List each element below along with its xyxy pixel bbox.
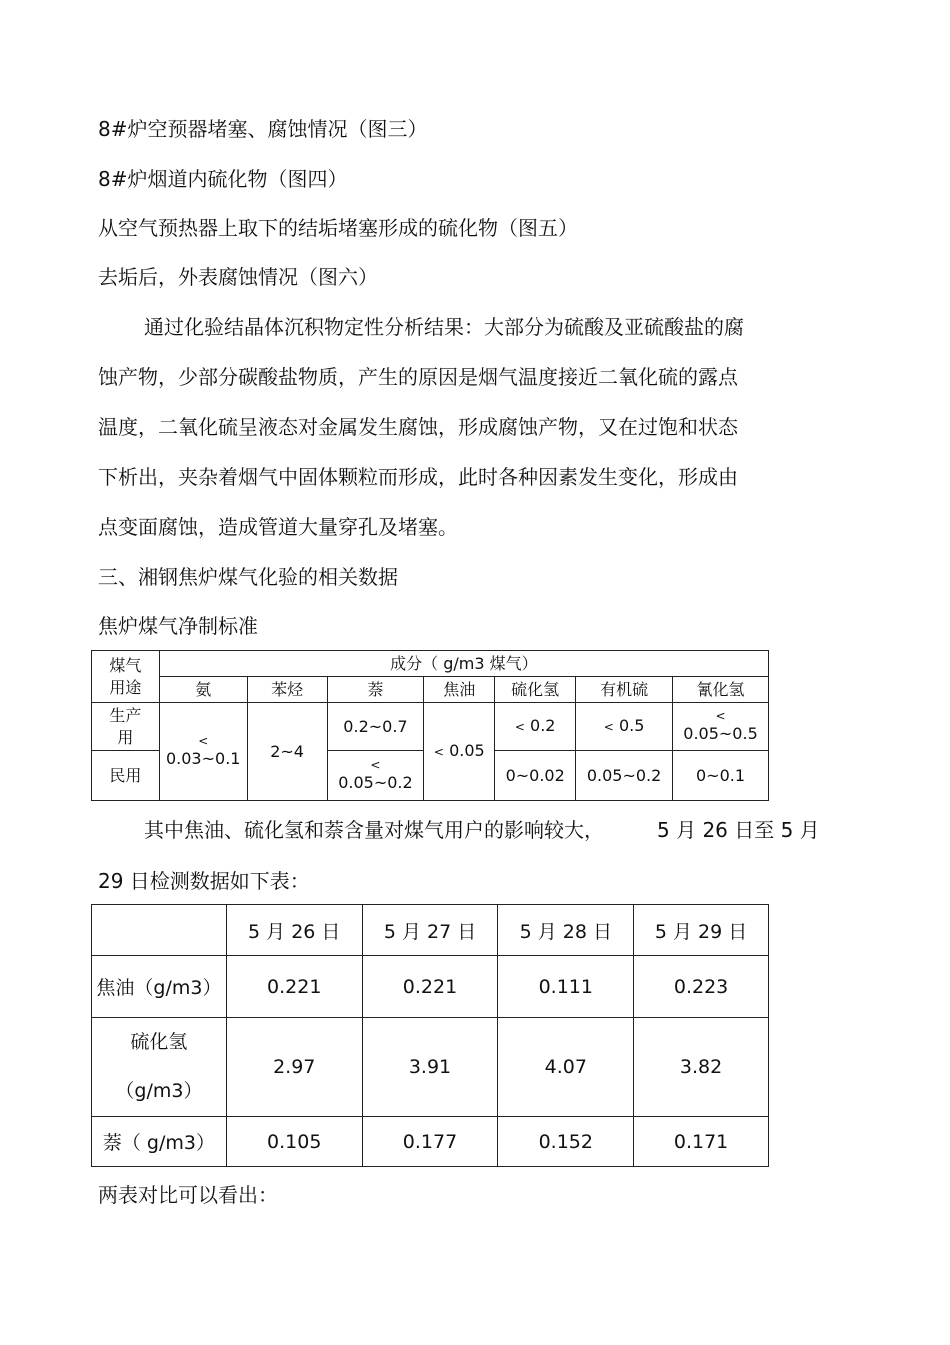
row-label-line: 生产 xyxy=(109,705,142,725)
analysis-line: 下析出，夹杂着烟气中固体颗粒而形成，此时各种因素发生变化，形成由 xyxy=(98,465,738,489)
analysis-line: 蚀产物，少部分碳酸盐物质，产生的原因是烟气温度接近二氧化硫的露点 xyxy=(98,365,738,389)
row-label-production xyxy=(92,703,160,751)
value-cell: 0.111 xyxy=(498,956,634,1018)
cell-value: 0.05 xyxy=(449,741,485,760)
row-label-naphthalene: 萘（ g/m3） xyxy=(92,1117,227,1167)
cell-organic-sulfur-production xyxy=(576,703,673,751)
less-than-sign: < xyxy=(603,720,614,734)
corner-cell xyxy=(92,905,227,956)
cell-benzene: 2~4 xyxy=(247,703,327,801)
col-naphthalene: 萘 xyxy=(327,677,424,703)
cell-value: 0.2 xyxy=(530,716,556,735)
value-cell: 0.171 xyxy=(634,1117,769,1167)
detection-table xyxy=(91,904,769,1167)
std-table-caption: 焦炉煤气净制标准 xyxy=(98,614,258,638)
cell-value: 0.05~0.2 xyxy=(338,772,413,792)
col-benzene: 苯烃 xyxy=(247,677,327,703)
less-than-sign: < xyxy=(514,720,525,734)
detect-intro-b: 5 月 26 日至 5 月 xyxy=(657,818,820,842)
header-composition: 成分（ g/m3 煤气） xyxy=(159,651,768,677)
value-cell: 0.177 xyxy=(362,1117,498,1167)
col-hcn: 氰化氢 xyxy=(673,677,769,703)
caption-fig5: 从空气预热器上取下的结垢堵塞形成的硫化物（图五） xyxy=(98,216,578,240)
value-cell: 0.152 xyxy=(498,1117,634,1167)
value-cell: 0.223 xyxy=(634,956,769,1018)
caption-fig3: 8#炉空预器堵塞、腐蚀情况（图三） xyxy=(98,117,428,141)
header-use-line: 煤气 xyxy=(109,655,142,675)
detect-intro-a: 其中焦油、硫化氢和萘含量对煤气用户的影响较大， xyxy=(144,818,604,842)
conclusion-line: 两表对比可以看出： xyxy=(98,1183,278,1207)
col-ammonia: 氨 xyxy=(159,677,247,703)
cell-tar xyxy=(424,703,495,801)
standard-table xyxy=(91,650,769,801)
cell-h2s-production xyxy=(495,703,576,751)
header-use-line: 用途 xyxy=(109,677,142,697)
row-label-civil: 民用 xyxy=(92,751,160,801)
date-header: 5 月 26 日 xyxy=(226,905,362,956)
less-than-sign: < xyxy=(715,708,726,723)
row-label-line: 用 xyxy=(117,727,134,747)
analysis-line: 点变面腐蚀，造成管道大量穿孔及堵塞。 xyxy=(98,515,458,539)
cell-value: 0.05~0.5 xyxy=(683,723,758,743)
section-heading: 三、湘钢焦炉煤气化验的相关数据 xyxy=(98,565,398,589)
less-than-sign: < xyxy=(433,745,444,759)
analysis-paragraph xyxy=(98,315,778,565)
value-cell: 3.91 xyxy=(362,1018,498,1117)
row-label-h2s xyxy=(92,1018,227,1117)
less-than-sign: < xyxy=(198,733,209,748)
cell-naphthalene-production: 0.2~0.7 xyxy=(327,703,424,751)
cell-value: 0.5 xyxy=(618,716,645,735)
value-cell: 4.07 xyxy=(498,1018,634,1117)
cell-organic-sulfur-civil: 0.05~0.2 xyxy=(576,751,673,801)
cell-naphthalene-civil xyxy=(327,751,424,801)
row-label-line: 硫化氢 xyxy=(130,1031,188,1053)
value-cell: 0.221 xyxy=(362,956,498,1018)
value-cell: 2.97 xyxy=(226,1018,362,1117)
header-use xyxy=(92,651,160,703)
row-label-tar: 焦油（g/m3） xyxy=(92,956,227,1018)
analysis-line: 通过化验结晶体沉积物定性分析结果：大部分为硫酸及亚硫酸盐的腐 xyxy=(144,315,744,339)
cell-ammonia xyxy=(159,703,247,801)
value-cell: 3.82 xyxy=(634,1018,769,1117)
value-cell: 0.221 xyxy=(226,956,362,1018)
analysis-line: 温度，二氧化硫呈液态对金属发生腐蚀，形成腐蚀产物，又在过饱和状态 xyxy=(98,415,738,439)
row-label-line: （g/m3） xyxy=(115,1080,203,1102)
col-tar: 焦油 xyxy=(424,677,495,703)
cell-hcn-civil: 0~0.1 xyxy=(673,751,769,801)
date-header: 5 月 29 日 xyxy=(634,905,769,956)
caption-fig4: 8#炉烟道内硫化物（图四） xyxy=(98,167,348,191)
cell-hcn-production xyxy=(673,703,769,751)
date-header: 5 月 27 日 xyxy=(362,905,498,956)
col-organic-sulfur: 有机硫 xyxy=(576,677,673,703)
caption-fig6: 去垢后，外表腐蚀情况（图六） xyxy=(98,265,378,289)
less-than-sign: < xyxy=(370,757,381,772)
cell-value: 0.03~0.1 xyxy=(165,748,241,768)
value-cell: 0.105 xyxy=(226,1117,362,1167)
detect-intro-line2: 29 日检测数据如下表： xyxy=(98,869,310,893)
date-header: 5 月 28 日 xyxy=(498,905,634,956)
cell-h2s-civil: 0~0.02 xyxy=(495,751,576,801)
col-h2s: 硫化氢 xyxy=(495,677,576,703)
